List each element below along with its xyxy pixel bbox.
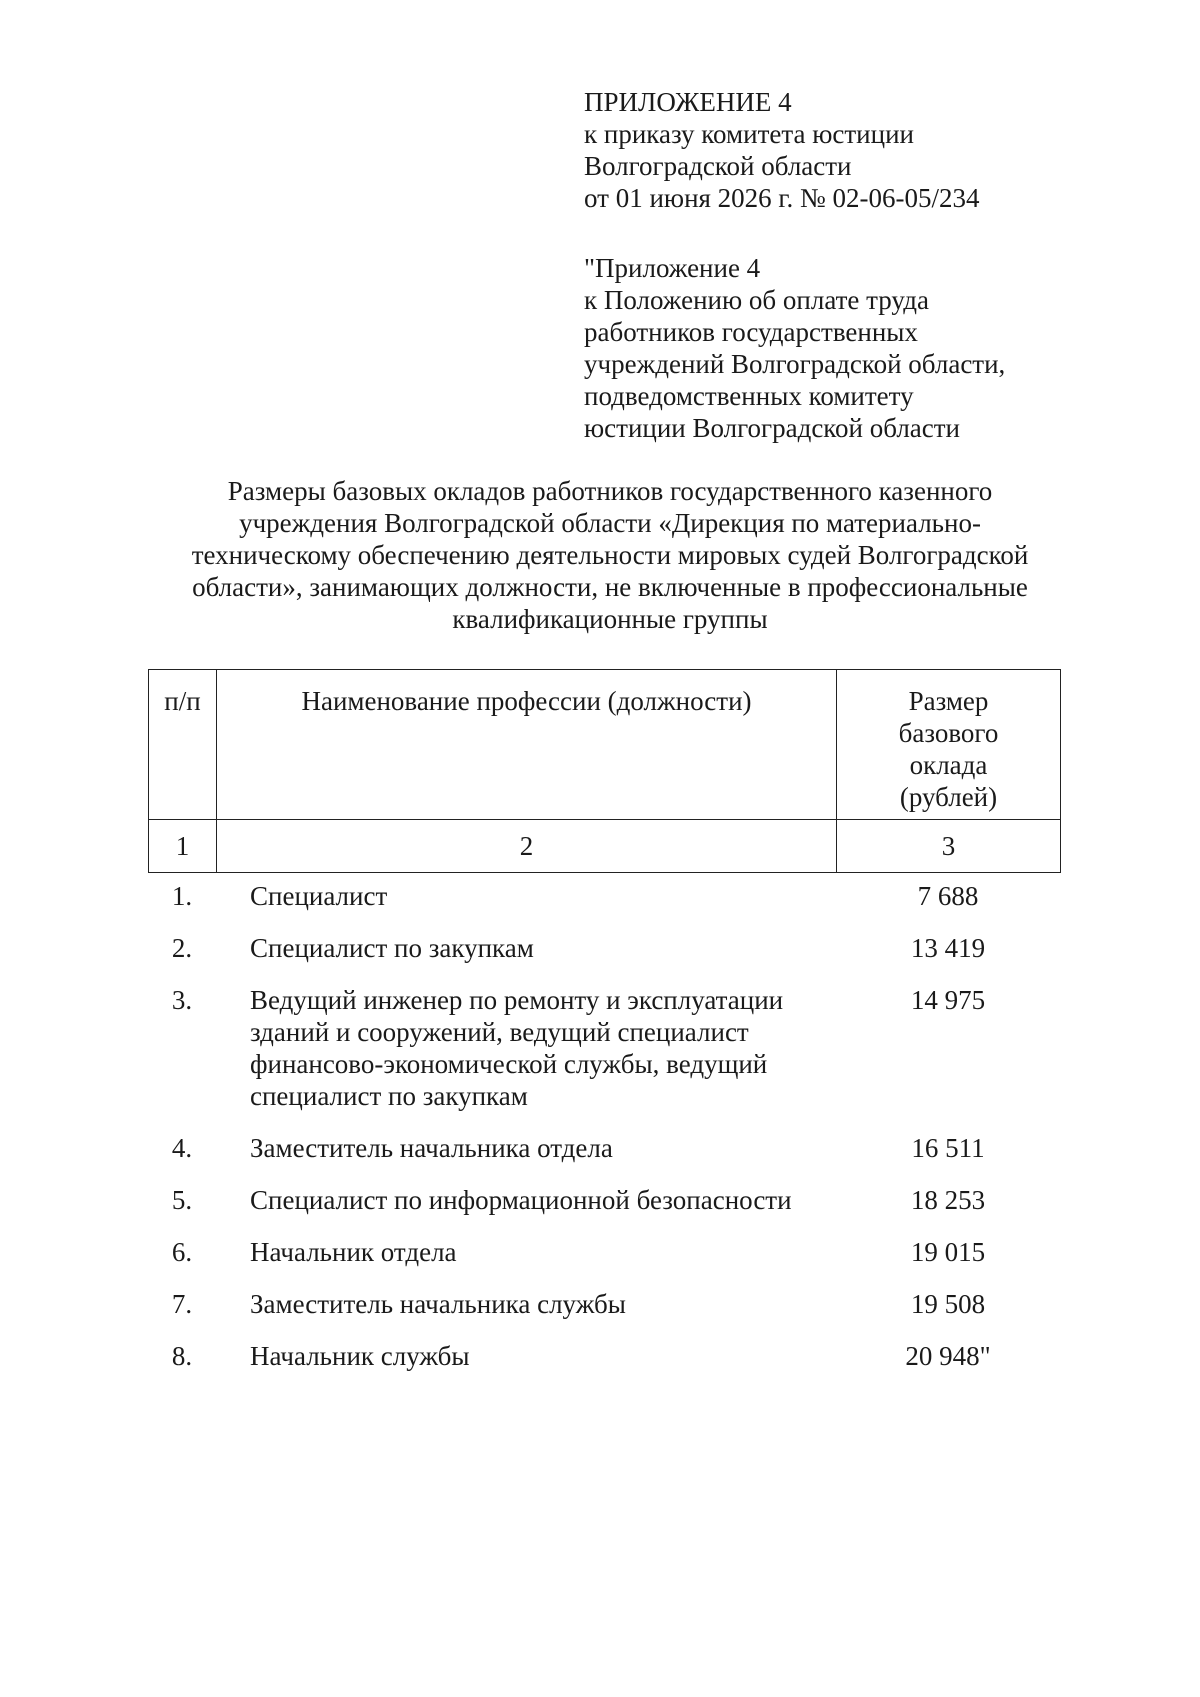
position-name-line: Специалист по информационной безопасности (250, 1185, 792, 1215)
appendix-title: ПРИЛОЖЕНИЕ 4 (584, 87, 792, 117)
salary-value: 7 688 (917, 881, 979, 911)
table-row (148, 1236, 1060, 1268)
position-name-line: Начальник отдела (250, 1237, 457, 1267)
header-salary-line: базового (898, 718, 999, 748)
salary-value: 19 015 (910, 1237, 986, 1267)
position-name (216, 1288, 836, 1320)
annex-line: подведомственных комитету (584, 381, 914, 411)
header-salary-line: (рублей) (899, 782, 998, 812)
salary-value: 16 511 (911, 1133, 985, 1163)
appendix-order-line: к приказу комитета юстиции (584, 119, 914, 149)
appendix-header (584, 86, 1104, 214)
position-name-line: зданий и сооружений, ведущий специалист (250, 1017, 749, 1047)
column-number-cell: 2 (217, 820, 837, 873)
position-name (216, 1236, 836, 1268)
table-row (148, 1340, 1060, 1372)
row-number: 3. (171, 985, 193, 1015)
column-number-cell: 1 (149, 820, 217, 873)
salary-value: 18 253 (910, 1185, 986, 1215)
table-row (148, 1184, 1060, 1216)
title-line: учреждения Волгоградской области «Дирекция по материально- (239, 508, 981, 538)
row-number: 1. (171, 881, 193, 911)
position-name-line: Заместитель начальника службы (250, 1289, 626, 1319)
position-name (216, 1340, 836, 1372)
row-number: 7. (171, 1289, 193, 1319)
appendix-date-number: от 01 июня 2026 г. № 02-06-05/234 (584, 183, 980, 213)
salary-table-header (148, 669, 1061, 873)
position-name (216, 984, 836, 1112)
document-title (150, 475, 1070, 635)
row-number: 5. (171, 1185, 193, 1215)
appendix-region-line: Волгоградской области (584, 151, 852, 181)
position-name-line: Ведущий инженер по ремонту и эксплуатации (250, 985, 784, 1015)
row-number: 8. (171, 1341, 193, 1371)
title-line: области», занимающих должности, не включенные в профессиональные (192, 572, 1028, 602)
annex-line: учреждений Волгоградской области, (584, 349, 1006, 379)
position-name-line: Специалист (250, 881, 388, 911)
salary-table-body (148, 880, 1060, 1392)
table-row (148, 880, 1060, 912)
salary-value: 14 975 (910, 985, 986, 1015)
annex-header (584, 252, 1104, 444)
position-name-line: Начальник службы (250, 1341, 470, 1371)
position-name-line: Заместитель начальника отдела (250, 1133, 613, 1163)
row-number: 4. (171, 1133, 193, 1163)
table-row (148, 1132, 1060, 1164)
salary-value: 13 419 (910, 933, 986, 963)
header-salary-line: Размер (908, 686, 989, 716)
table-row (148, 932, 1060, 964)
annex-line: к Положению об оплате труда (584, 285, 929, 315)
position-name (216, 932, 836, 964)
salary-value: 20 948" (905, 1341, 991, 1371)
salary-value: 19 508 (910, 1289, 986, 1319)
header-cell-salary (837, 670, 1061, 820)
table-row (148, 1288, 1060, 1320)
header-cell-position: Наименование профессии (должности) (217, 670, 837, 820)
table-row (148, 984, 1060, 1112)
annex-line: работников государственных (584, 317, 918, 347)
title-line: техническому обеспечению деятельности мировых судей Волгоградской (191, 540, 1029, 570)
position-name-line: специалист по закупкам (250, 1081, 528, 1111)
header-cell-number: п/п (149, 670, 217, 820)
column-number-cell: 3 (837, 820, 1061, 873)
position-name (216, 880, 836, 912)
position-name (216, 1132, 836, 1164)
position-name-line: Специалист по закупкам (250, 933, 534, 963)
row-number: 6. (171, 1237, 193, 1267)
position-name (216, 1184, 836, 1216)
header-salary-line: оклада (909, 750, 988, 780)
row-number: 2. (171, 933, 193, 963)
position-name-line: финансово-экономической службы, ведущий (250, 1049, 768, 1079)
title-line: квалификационные группы (452, 604, 768, 634)
annex-line: "Приложение 4 (584, 253, 761, 283)
title-line: Размеры базовых окладов работников государственного казенного (227, 476, 993, 506)
annex-line: юстиции Волгоградской области (584, 413, 961, 443)
